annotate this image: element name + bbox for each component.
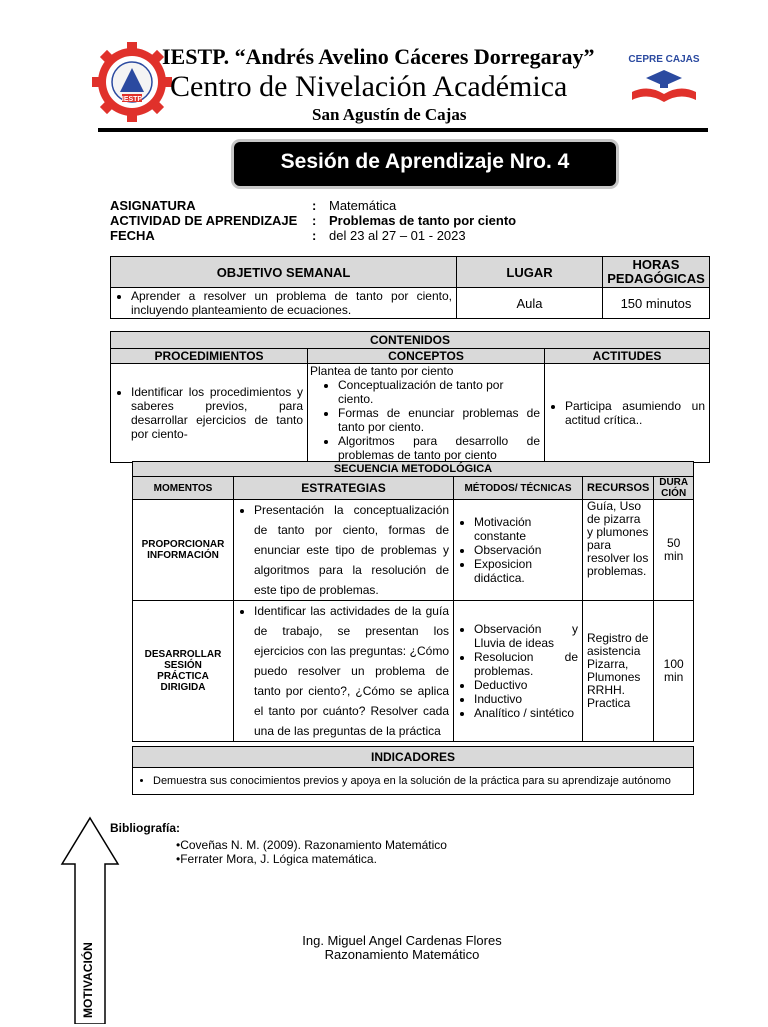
motivation-text: MOTIVACIÓN — [81, 942, 95, 1018]
info-label: ASIGNATURA — [110, 198, 196, 213]
indicator-item: • Demuestra sus conocimientos previos y apoya en la solución de la práctica para su aprendizaje autónomo — [153, 775, 689, 787]
methods-cell — [454, 601, 583, 742]
cepre-cajas-logo-text: CEPRE CAJAS — [628, 54, 700, 65]
motivation-label — [76, 940, 100, 1020]
strategy-text: • Presentación la conceptualización de tanto por ciento, formas de enunciar este tipo de problemas y algoritmos para la resolución de este tipo de problemas. — [254, 500, 449, 600]
indicators-cell — [133, 768, 694, 795]
resources-cell: Registro de asistencia Pizarra, Plumones RRHH. Practica — [583, 601, 654, 742]
procedures-header: PROCEDIMIENTOS — [111, 349, 308, 364]
attitude-text: • Participa asumiendo un actitud crítica.. — [565, 399, 705, 427]
strategy-text: • Identificar las actividades de la guía de trabajo, se presentan los ejercicios con las preguntas: ¿Cómo puedo resolver un problema de tanto por ciento?, ¿Cómo se aplica el tanto por cuánto? Resolver cada una de las preguntas de la práctica — [254, 601, 449, 741]
iestp-logo-text: IESTP — [121, 96, 143, 103]
place-cell: Aula — [457, 288, 603, 319]
concept-item: • Conceptualización de tanto por ciento. — [338, 378, 540, 406]
procedure-text: • Identificar los procedimientos y saberes previos, para desarrollar ejercicios de tanto por ciento- — [131, 385, 303, 441]
bibliography-item: •Ferrater Mora, J. Lógica matemática. — [176, 852, 377, 866]
hours-cell: 150 minutos — [603, 288, 710, 319]
info-label: FECHA — [110, 228, 155, 243]
indicators-table — [132, 746, 694, 795]
method-item: • Exposicion didáctica. — [474, 557, 578, 585]
resources-header: RECURSOS — [583, 477, 654, 500]
footer-subject: Razonamiento Matemático — [324, 947, 480, 962]
moment-cell: DESARROLLAR SESIÓN PRÁCTICA DIRIGIDA — [133, 601, 234, 742]
center-place: San Agustín de Cajas — [312, 105, 467, 124]
sequence-table — [132, 461, 694, 742]
duration-cell: 50 min — [654, 500, 694, 601]
attitudes-cell — [545, 364, 710, 463]
method-item: • Analítico / sintético — [474, 706, 578, 720]
attitudes-header: ACTITUDES — [545, 349, 710, 364]
concepts-header: CONCEPTOS — [308, 349, 545, 364]
method-item: • Deductivo — [474, 678, 578, 692]
contents-title: CONTENIDOS — [111, 332, 710, 349]
info-colon: : — [312, 198, 317, 213]
moment-cell: PROPORCIONAR INFORMACIÓN — [133, 500, 234, 601]
sequence-title: SECUENCIA METODOLÓGICA — [133, 462, 694, 477]
info-value: Problemas de tanto por ciento — [329, 213, 517, 228]
indicators-title: INDICADORES — [133, 747, 694, 768]
moments-header: MOMENTOS — [133, 477, 234, 500]
method-item: • Motivación constante — [474, 515, 578, 543]
info-label: ACTIVIDAD DE APRENDIZAJE — [110, 213, 298, 228]
concepts-cell — [308, 364, 545, 463]
method-item: • Observación — [474, 543, 578, 557]
objective-text: • Aprender a resolver un problema de tanto por ciento, incluyendo planteamiento de ecuaciones. — [131, 289, 452, 317]
info-colon: : — [312, 213, 317, 228]
method-item: • Resolucion de problemas. — [474, 650, 578, 678]
iestp-logo — [92, 42, 172, 122]
center-name: Centro de Nivelación Académica — [170, 70, 568, 103]
concept-item: • Algoritmos para desarrollo de problemas de tanto por ciento — [338, 434, 540, 462]
methods-header: MÉTODOS/ TÉCNICAS — [454, 477, 583, 500]
info-colon: : — [312, 228, 317, 243]
procedures-cell — [111, 364, 308, 463]
contents-table — [110, 331, 710, 463]
session-title: Sesión de Aprendizaje Nro. 4 — [280, 150, 570, 173]
footer-author: Ing. Miguel Angel Cardenas Flores — [302, 933, 502, 948]
bibliography-title: Bibliografía: — [110, 821, 181, 835]
duration-cell: 100 min — [654, 601, 694, 742]
concept-item: • Formas de enunciar problemas de tanto por ciento. — [338, 406, 540, 434]
hours-header: HORAS PEDAGÓGICAS — [603, 257, 710, 288]
duration-header: DURA CIÓN — [654, 477, 694, 500]
institute-name: IESTP. “Andrés Avelino Cáceres Dorregaray” — [162, 44, 595, 69]
info-value: Matemática — [329, 198, 397, 213]
objective-table — [110, 256, 710, 319]
strategies-header: ESTRATEGIAS — [234, 477, 454, 500]
place-header: LUGAR — [457, 257, 603, 288]
bibliography-item: •Coveñas N. M. (2009). Razonamiento Matemático — [176, 838, 447, 852]
cepre-cajas-logo — [624, 48, 704, 108]
objective-cell — [111, 288, 457, 319]
concepts-intro: Plantea de tanto por ciento — [310, 364, 454, 378]
header-rule — [98, 128, 708, 132]
methods-cell — [454, 500, 583, 601]
method-item: • Observación y Lluvia de ideas — [474, 622, 578, 650]
strategy-cell — [234, 601, 454, 742]
strategy-cell — [234, 500, 454, 601]
footer — [260, 934, 544, 962]
resources-cell: Guía, Uso de pizarra y plumones para resolver los problemas. — [583, 500, 654, 601]
method-item: • Inductivo — [474, 692, 578, 706]
info-value: del 23 al 27 – 01 - 2023 — [329, 228, 466, 243]
objective-header: OBJETIVO SEMANAL — [111, 257, 457, 288]
